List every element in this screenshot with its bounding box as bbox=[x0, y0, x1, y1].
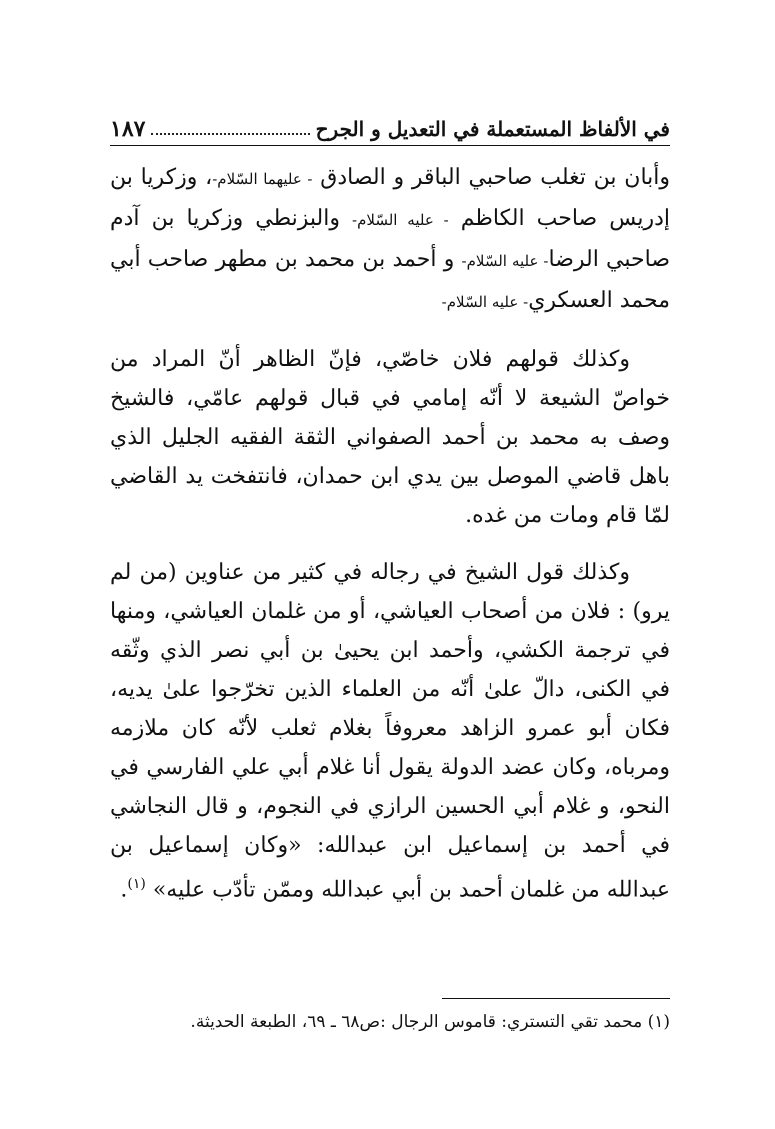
header-rule bbox=[110, 145, 670, 146]
honorific-4: - عليه السّلام- bbox=[441, 293, 529, 311]
paragraph-3-text: وكذلك قول الشيخ في رجاله في كثير من عناوين (من لم يرو) : فلان من أصحاب العياشي، أو من غلمان العياشي، ومنها في ترجمة الكشي، وأحمد ابن يحيىٰ بن أبي نصر الذي وثّقه في الكنى، دالّ علىٰ أنّه من العلماء الذين تخرّجوا علىٰ يديه، فكان أبو عمرو الزاهد معروفاً بغلام ثعلب لأنّه كان ملازمه ومرباه، وكان عضد الدولة يقول أنا غلام أبي علي الفارسي في النحو، و غلام أبي الحسين الرازي في النجوم، و قال النجاشي في أحمد بن إسماعيل ابن عبدالله: «وكان إسماعيل بن عبدالله من غلمان أحمد بن أبي عبدالله وممّن تأدّب عليه» bbox=[110, 560, 671, 903]
header-dotted-leader bbox=[151, 133, 309, 135]
paragraph-1-part-4: و أحمد بن محمد بن مطهر صاحب أبي محمد العسكري bbox=[110, 247, 670, 313]
paragraph-2: وكذلك قولهم فلان خاصّي، فإنّ الظاهر أنّ المراد من خواصّ الشيعة لا أنّه إمامي في قبال قولهم عامّي، فالشيخ وصف به محمد بن أحمد الصفواني الثقة الفقيه الجليل الذي باهل قاضي الموصل بين يدي ابن حمدان، فانتفخت يد القاضي لمّا قام ومات من غده. bbox=[110, 347, 670, 528]
honorific-1: - عليهما السّلام- bbox=[212, 170, 313, 188]
footnote: (١) محمد تقي التستري: قاموس الرجال :ص٦٨ ـ ٦٩، الطبعة الحديثة. bbox=[190, 1012, 670, 1032]
body-text bbox=[110, 158, 670, 927]
honorific-2: - عليه السّلام- bbox=[352, 211, 449, 229]
footnote-reference[interactable]: (١) bbox=[127, 876, 146, 892]
page-number: ١٨٧ bbox=[110, 116, 146, 142]
paragraph-3 bbox=[110, 553, 670, 909]
footnote-rule bbox=[442, 998, 670, 999]
running-header bbox=[110, 110, 670, 144]
paragraph-3-end: . bbox=[120, 877, 128, 903]
running-header-title: في الألفاظ المستعملة في التعديل و الجرح bbox=[315, 117, 670, 141]
paragraph-1-part-2: ، وزكريا بن إدريس صاحب الكاظم bbox=[110, 165, 670, 231]
paragraph-1-part-3: والبزنطي وزكريا بن آدم صاحبي الرضا bbox=[110, 206, 671, 272]
paragraph-1-part-1: وأبان بن تغلب صاحبي الباقر و الصادق bbox=[320, 165, 671, 190]
honorific-3: - عليه السّلام- bbox=[461, 252, 549, 270]
paragraph-1 bbox=[110, 158, 670, 322]
